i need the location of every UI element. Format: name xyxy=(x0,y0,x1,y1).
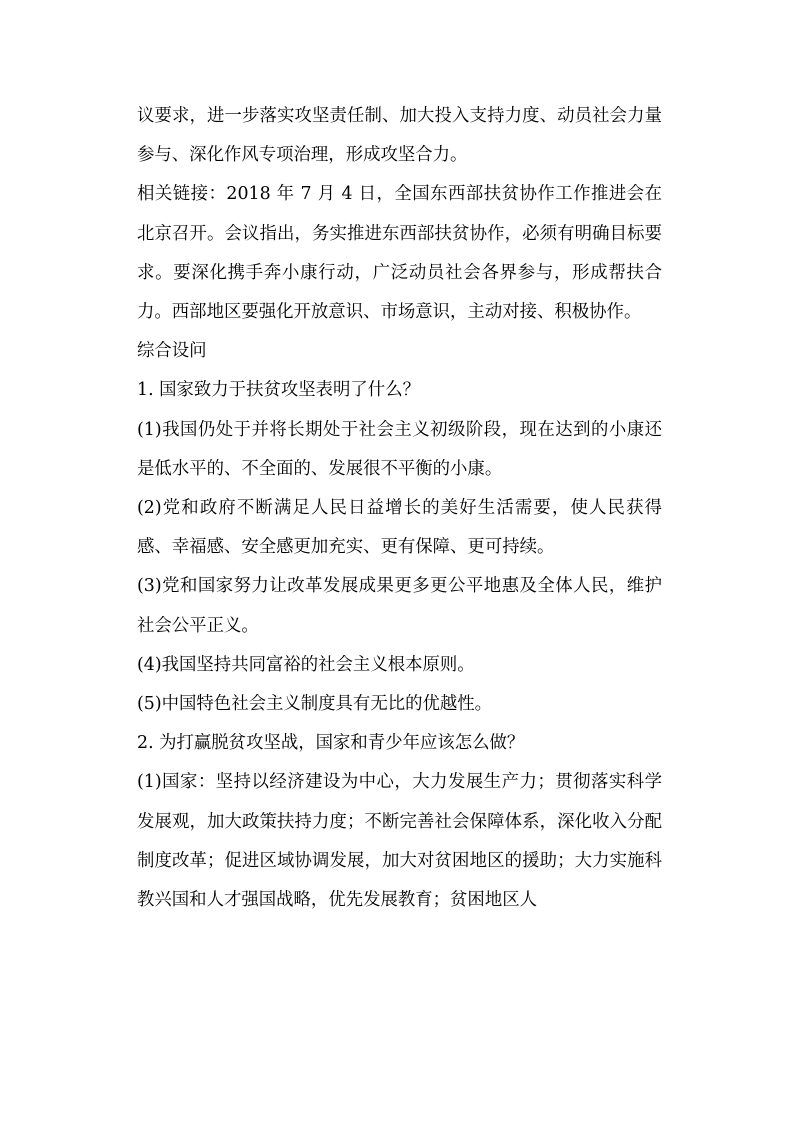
answer-1-point-1: (1)我国仍处于并将长期处于社会主义初级阶段，现在达到的小康还是低水平的、不全面的、发展很不平衡的小康。 xyxy=(137,419,662,479)
answer-2-point-1: (1)国家：坚持以经济建设为中心，大力发展生产力；贯彻落实科学发展观，加大政策扶持力度；不断完善社会保障体系，深化收入分配制度改革；促进区域协调发展，加大对贫困地区的援助；大力实施科教兴国和人才强国战略，优先发展教育；贫困地区人 xyxy=(137,772,662,911)
question-2: 2. 为打赢脱贫攻坚战，国家和青少年应该怎么做？ xyxy=(137,733,525,754)
document-body xyxy=(137,97,662,920)
answer-1-point-3: (3)党和国家努力让改革发展成果更多更公平地惠及全体人民，维护社会公平正义。 xyxy=(137,576,662,636)
section-heading: 综合设问 xyxy=(137,341,207,362)
answer-1-point-5: (5)中国特色社会主义制度具有无比的优越性。 xyxy=(137,694,493,715)
paragraph-intro-continuation: 议要求，进一步落实攻坚责任制、加大投入支持力度、动员社会力量参与、深化作风专项治理，形成攻坚合力。 xyxy=(137,106,662,166)
answer-1-point-2: (2)党和政府不断满足人民日益增长的美好生活需要，使人民获得感、幸福感、安全感更加充实、更有保障、更可持续。 xyxy=(137,498,662,558)
paragraph-related-link: 相关链接：2018 年 7 月 4 日，全国东西部扶贫协作工作推进会在北京召开。会议指出，务实推进东西部扶贫协作，必须有明确目标要求。要深化携手奔小康行动，广泛动员社会各界参与，形成帮扶合力。西部地区要强化开放意识、市场意识，主动对接、积极协作。 xyxy=(137,184,662,323)
answer-1-point-4: (4)我国坚持共同富裕的社会主义根本原则。 xyxy=(137,654,475,675)
question-1: 1. 国家致力于扶贫攻坚表明了什么？ xyxy=(137,380,420,401)
